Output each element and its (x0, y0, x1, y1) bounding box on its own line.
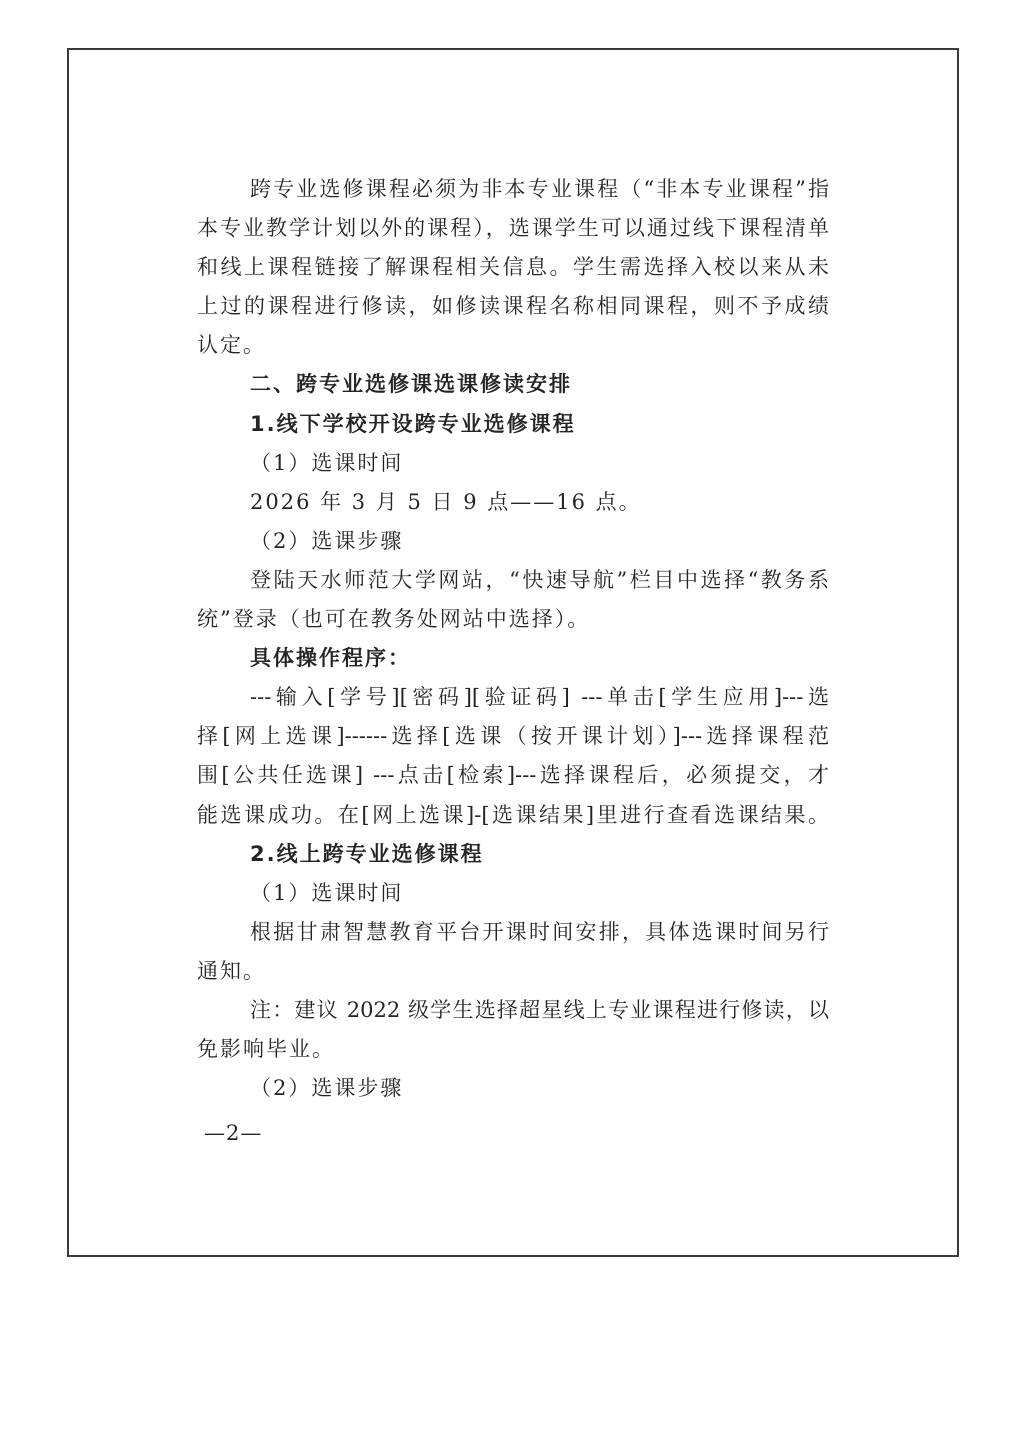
document-line: （2）选课步骤 (250, 528, 404, 553)
document-line: 认定。 (197, 333, 266, 358)
document-line: 通知。 (197, 958, 266, 983)
document-line: 本专业教学计划以外的课程），选课学生可以通过线下课程清单 (197, 216, 829, 241)
document-line: ---输入[学号][密码][验证码] ---单击[学生应用]---选 (250, 685, 829, 710)
document-line: （1）选课时间 (250, 450, 404, 475)
page-number-label: —2— (204, 1121, 263, 1145)
document-line: 2026 年 3 月 5 日 9 点——16 点。 (250, 489, 642, 514)
document-line: 1.线下学校开设跨专业选修课程 (250, 411, 576, 436)
document-line: 登陆天水师范大学网站，“快速导航”栏目中选择“教务系 (250, 567, 829, 592)
document-line: 择[网上选课]------选择[选课（按开课计划）]---选择课程范 (197, 724, 829, 749)
document-line: 上过的课程进行修读，如修读课程名称相同课程，则不予成绩 (197, 294, 829, 319)
document-line: 二、跨专业选修课选课修读安排 (250, 372, 572, 397)
document-line: （1）选课时间 (250, 880, 404, 905)
document-line: 围[公共任选课] ---点击[检索]---选择课程后，必须提交，才 (197, 763, 829, 788)
document-line: 注：建议 2022 级学生选择超星线上专业课程进行修读，以 (250, 997, 829, 1022)
document-line: 跨专业选修课程必须为非本专业课程（“非本专业课程”指 (250, 177, 829, 201)
document-line: 能选课成功。在[网上选课]-[选课结果]里进行查看选课结果。 (197, 802, 829, 827)
document-line: 根据甘肃智慧教育平台开课时间安排，具体选课时间另行 (250, 919, 829, 944)
document-line: 免影响毕业。 (197, 1037, 335, 1062)
document-line: 统”登录（也可在教务处网站中选择）。 (197, 607, 591, 632)
document-line: 2.线上跨专业选修课程 (250, 841, 484, 866)
document-line: （2）选课步骤 (250, 1076, 404, 1101)
document-text-block (197, 170, 829, 1108)
document-line: 具体操作程序： (250, 646, 411, 671)
document-line: 和线上课程链接了解课程相关信息。学生需选择入校以来从未 (197, 255, 829, 280)
